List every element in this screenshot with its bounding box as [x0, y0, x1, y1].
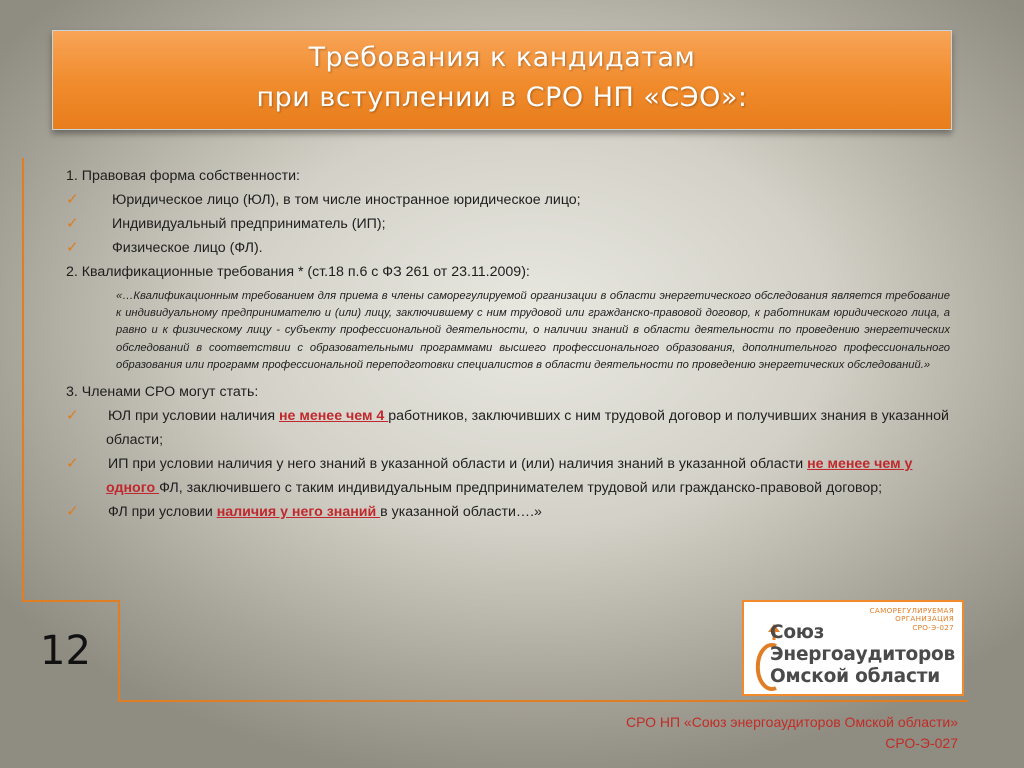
title-bar: [52, 30, 952, 130]
frame-line-step: [118, 600, 120, 702]
logo-tagline: САМОРЕГУЛИРУЕМАЯ ОРГАНИЗАЦИЯ СРО-Э-027: [869, 606, 954, 632]
section-2-heading: 2. Квалификационные требования * (ст.18 п.6 с ФЗ 261 от 23.11.2009):: [66, 264, 530, 280]
page-number: 12: [40, 628, 91, 674]
list-item: ✓ Физическое лицо (ФЛ).: [66, 236, 956, 260]
check-icon: ✓: [66, 455, 79, 473]
list-item: ✓ Индивидуальный предприниматель (ИП);: [66, 212, 956, 236]
section-3-heading: 3. Членами СРО могут стать:: [66, 384, 259, 401]
footer: [626, 712, 958, 754]
list-item: ✓ Юридическое лицо (ЮЛ), в том числе иностранное юридическое лицо;: [66, 188, 956, 212]
law-quote: «…Квалификационным требованием для приема в члены саморегулируемой организации в области энергетического обследования является требование к индивидуальному предпринимателю и (или) лицу, заключившему с ним трудовой или гражданско-правовой договор, к работникам юридического лица, а равно и к физическому лицу - субъекту профессиональной деятельности, о наличии знаний в области деятельности по проведению энергетических обследований в соответствии с образовательными программами высшего профессионального образования, дополнительного профессионального образования или программ профессиональной переподготовки специалистов в области деятельности по проведению энергетических обследований.»: [116, 290, 950, 371]
check-icon: ✓: [66, 215, 79, 232]
check-icon: ✓: [66, 503, 79, 521]
highlight-text: не менее чем 4: [278, 408, 389, 425]
frame-line-left: [22, 158, 24, 602]
slide-body: [66, 164, 956, 524]
logo-wordmark: Союз Энергоаудиторов Омской области: [770, 622, 956, 687]
check-icon: ✓: [66, 191, 79, 208]
highlight-text: наличия у него знаний: [216, 504, 381, 521]
list-item: ✓ ЮЛ при условии наличия не менее чем 4 работников, заключивших с ним трудовой договор и получивших знания в указанной области;: [66, 404, 956, 452]
highlight-text: не менее чем у одного: [106, 456, 913, 497]
footer-organization: СРО НП «Союз энергоаудиторов Омской области»: [625, 714, 958, 730]
organization-logo: [742, 600, 964, 696]
check-icon: ✓: [66, 239, 79, 256]
list-item: ✓ ФЛ при условии наличия у него знаний в указанной области….»: [66, 500, 956, 524]
slide-title-line2: при вступлении в СРО НП «СЭО»:: [256, 82, 748, 113]
frame-line-mid: [22, 600, 120, 602]
slide-title-line1: Требования к кандидатам: [308, 42, 696, 73]
check-icon: ✓: [66, 407, 79, 425]
section-1-heading: 1. Правовая форма собственности:: [66, 168, 300, 184]
frame-line-bottom: [118, 700, 968, 702]
list-item: ✓ ИП при условии наличия у него знаний в указанной области и (или) наличия знаний в указанной области не менее чем у одного ФЛ, заключившего с таким индивидуальным предпринимателем трудовой или гражданско-правовой договор;: [66, 452, 956, 500]
footer-registry-number: СРО-Э-027: [885, 735, 958, 751]
